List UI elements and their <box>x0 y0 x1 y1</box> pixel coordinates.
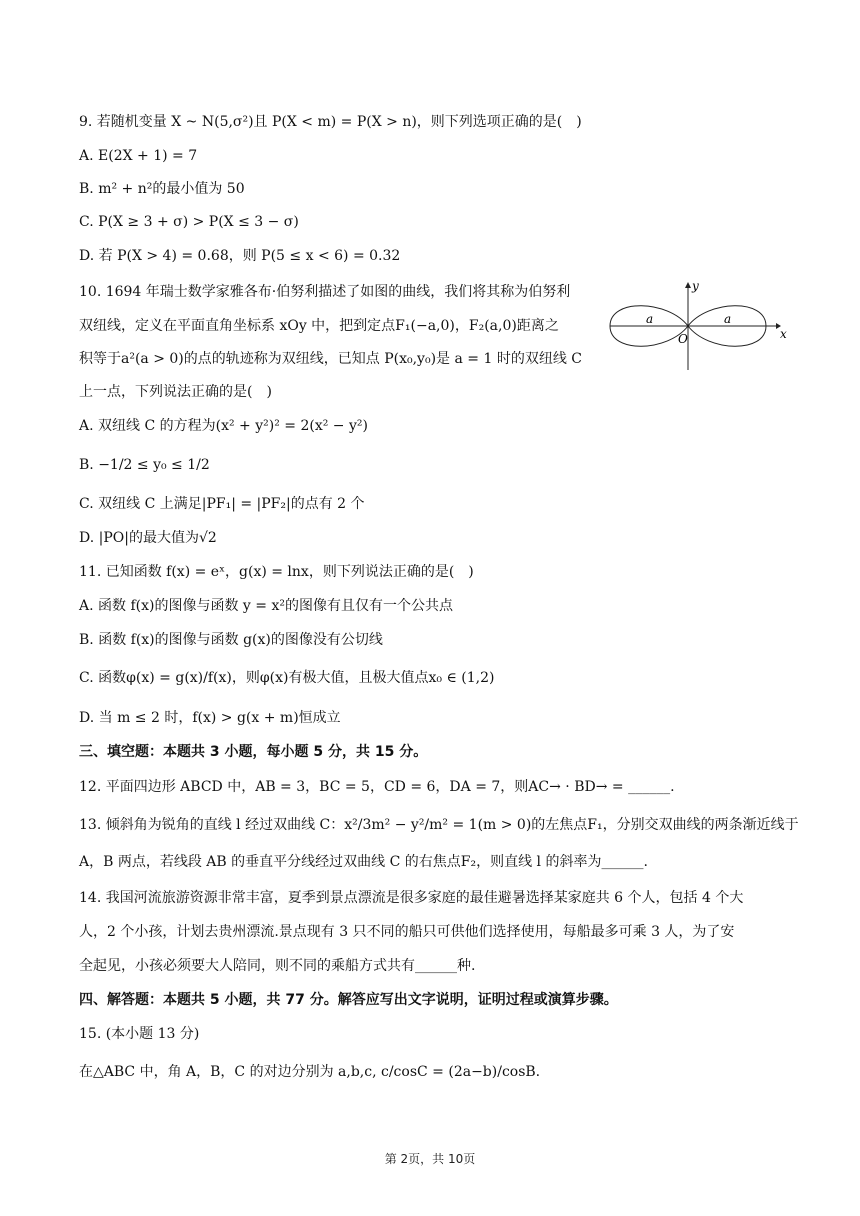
q9-option-a: A. E(2X + 1) = 7 <box>79 148 198 164</box>
left-segment-label: a <box>646 312 654 326</box>
q11-option-c: C. 函数φ(x) = g(x)/f(x)，则φ(x)有极大值，且极大值点x₀ ∈ (1,2) <box>79 670 495 686</box>
q11-stem: 11. 已知函数 f(x) = eˣ，g(x) = lnx，则下列说法正确的是( ) <box>79 564 474 580</box>
q10-option-c: C. 双纽线 C 上满足|PF₁| = |PF₂|的点有 2 个 <box>79 496 365 512</box>
q13-line-2: A，B 两点，若线段 AB 的垂直平分线经过双曲线 C 的右焦点F₂，则直线 l 的斜率为______. <box>79 854 648 870</box>
q13-line-1: 13. 倾斜角为锐角的直线 l 经过双曲线 C：x²/3m² − y²/m² = 1(m > 0)的左焦点F₁，分别交双曲线的两条渐近线于 <box>79 817 799 833</box>
q9-stem: 9. 若随机变量 X ~ N(5,σ²)且 P(X < m) = P(X > n)，则下列选项正确的是( ) <box>79 114 582 130</box>
q10-line-1: 10. 1694 年瑞士数学家雅各布·伯努利描述了如图的曲线，我们将其称为伯努利 <box>79 284 571 300</box>
q12-text: 12. 平面四边形 ABCD 中，AB = 3，BC = 5，CD = 6，DA = 7，则AC→ · BD→ = ______. <box>79 779 675 795</box>
page-footer: 第 2页，共 10页 <box>384 1152 476 1166</box>
y-axis-arrow <box>685 282 691 288</box>
section-3-heading: 三、填空题：本题共 3 小题，每小题 5 分，共 15 分。 <box>79 744 428 760</box>
q15-body: 在△ABC 中，角 A，B，C 的对边分别为 a,b,c, c/cosC = (2a−b)/cosB. <box>79 1064 541 1080</box>
q14-line-1: 14. 我国河流旅游资源非常丰富，夏季到景点漂流是很多家庭的最佳避暑选择某家庭共 6 个人，包括 4 个大 <box>79 890 744 906</box>
q10-line-3: 积等于a²(a > 0)的点的轨迹称为双纽线，已知点 P(x₀,y₀)是 a = 1 时的双纽线 C <box>79 351 582 367</box>
y-axis-label: y <box>692 279 699 293</box>
q9-option-b: B. m² + n²的最小值为 50 <box>79 181 245 197</box>
q9-option-d: D. 若 P(X > 4) = 0.68，则 P(5 ≤ x < 6) = 0.32 <box>79 248 401 264</box>
q11-option-b: B. 函数 f(x)的图像与函数 g(x)的图像没有公切线 <box>79 632 383 648</box>
right-segment-label: a <box>724 312 732 326</box>
lemniscate-figure <box>618 279 787 372</box>
q11-option-d: D. 当 m ≤ 2 时，f(x) > g(x + m)恒成立 <box>79 710 341 726</box>
q10-line-4: 上一点，下列说法正确的是( ) <box>79 384 272 400</box>
q14-line-3: 全起见，小孩必须要大人陪同，则不同的乘船方式共有______种. <box>79 958 476 974</box>
origin-label: O <box>678 332 688 346</box>
q11-option-a: A. 函数 f(x)的图像与函数 y = x²的图像有且仅有一个公共点 <box>79 598 453 614</box>
q14-line-2: 人，2 个小孩，计划去贵州漂流.景点现有 3 只不同的船只可供他们选择使用，每船最多可乘 3 人，为了安 <box>79 924 735 940</box>
lemniscate-curve-left-lower <box>610 326 688 346</box>
q10-option-d: D. |PO|的最大值为√2 <box>79 530 217 546</box>
q9-option-c: C. P(X ≥ 3 + σ) > P(X ≤ 3 − σ) <box>79 214 299 230</box>
x-axis-label: x <box>780 327 787 341</box>
q10-option-b: B. −1/2 ≤ y₀ ≤ 1/2 <box>79 457 210 473</box>
q10-line-2: 双纽线，定义在平面直角坐标系 xOy 中，把到定点F₁(−a,0)，F₂(a,0)距离之 <box>79 318 559 334</box>
section-4-heading: 四、解答题：本题共 5 小题，共 77 分。解答应写出文字说明，证明过程或演算步骤。 <box>79 992 618 1008</box>
q15-heading: 15. (本小题 13 分) <box>79 1026 200 1042</box>
q10-option-a: A. 双纽线 C 的方程为(x² + y²)² = 2(x² − y²) <box>79 418 368 434</box>
